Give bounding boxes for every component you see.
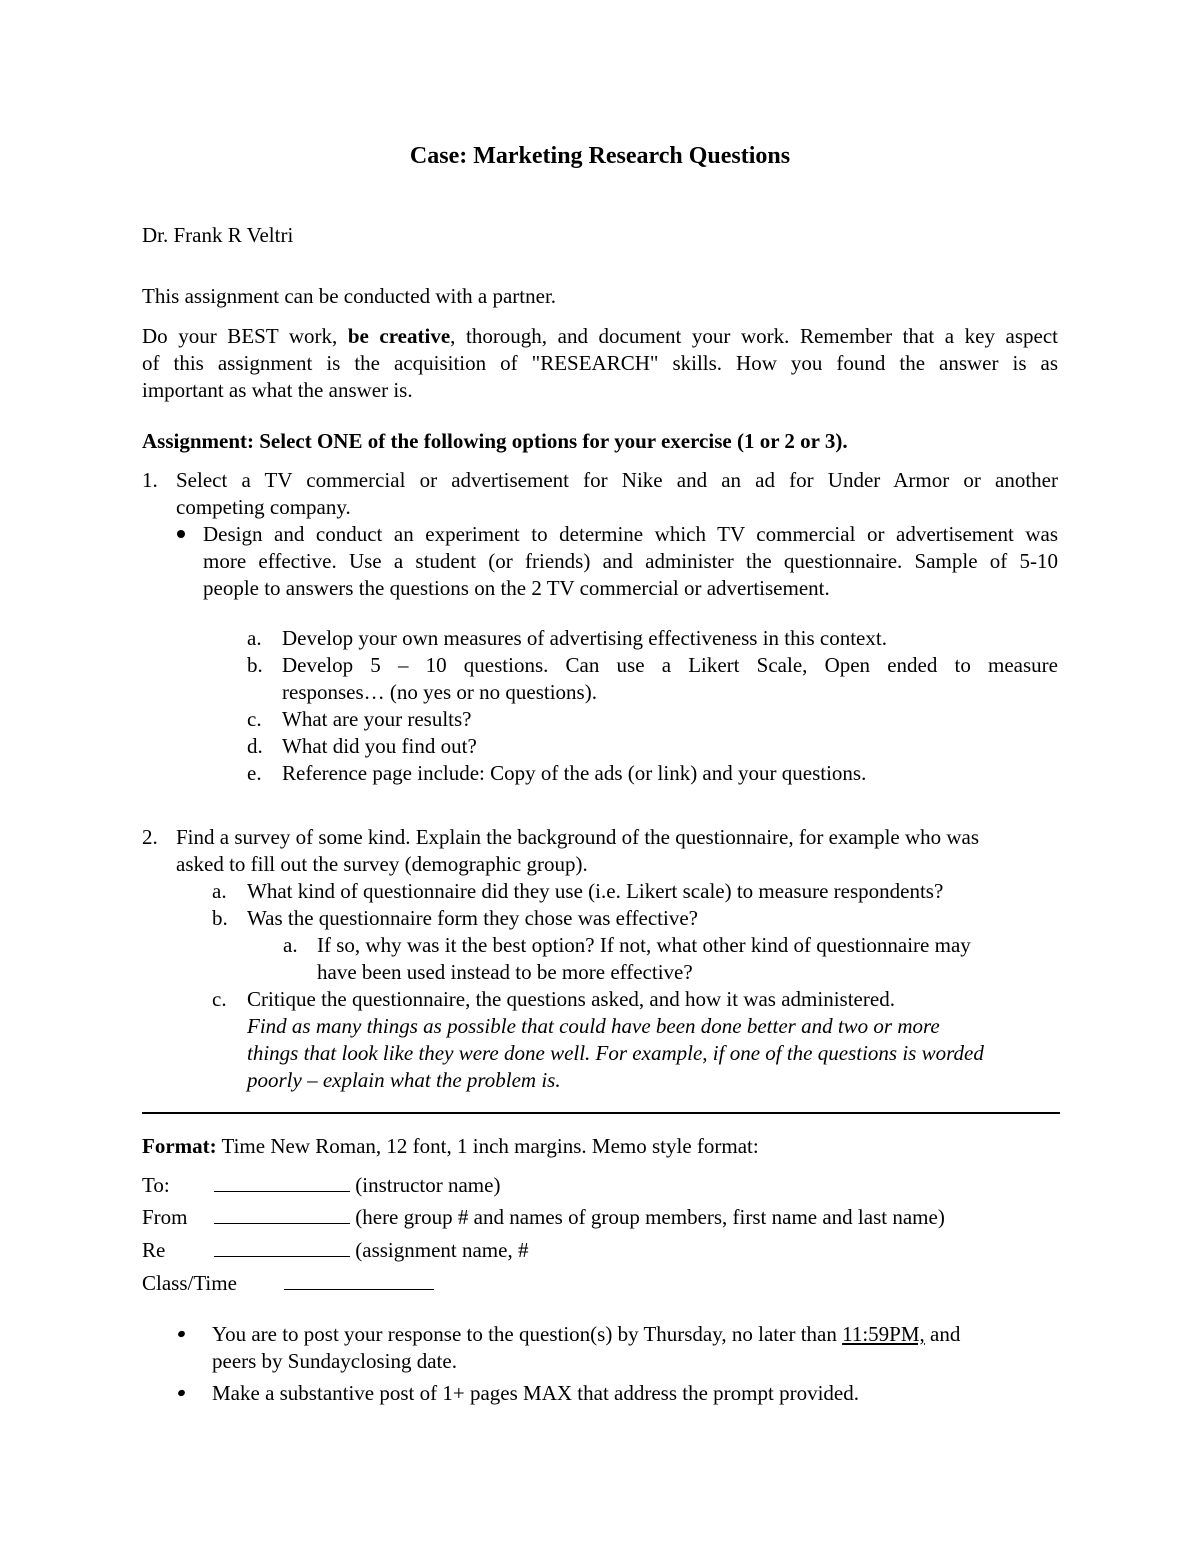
option-2-number: 2. xyxy=(142,825,158,849)
blank-line xyxy=(214,1238,350,1257)
option-1-bullet-line-2: more effective. Use a student (or friends) and administer the questionnaire. Sample of 5-10 xyxy=(203,549,1058,573)
item-label: b. xyxy=(212,906,228,930)
item-label: d. xyxy=(247,734,263,758)
memo-desc: (here group # and names of group members, first name and last name) xyxy=(350,1205,945,1229)
memo-field-label: Class/Time xyxy=(142,1271,237,1295)
item-label: c. xyxy=(247,707,262,731)
memo-field xyxy=(284,1270,434,1297)
intro-line-2: of this assignment is the acquisition of "RESEARCH" skills. How you found the answer is as xyxy=(142,351,1058,375)
item-text: Develop your own measures of advertising effectiveness in this context. xyxy=(282,626,887,650)
item-text: Critique the questionnaire, the questions asked, and how it was administered. xyxy=(247,987,895,1011)
memo-desc: (assignment name, # xyxy=(350,1238,529,1262)
partner-note: This assignment can be conducted with a partner. xyxy=(142,284,557,308)
item-text: What are your results? xyxy=(282,707,472,731)
option-1-bullet-line-3: people to answers the questions on the 2 TV commercial or advertisement. xyxy=(203,576,830,600)
deadline-time: 11:59PM, xyxy=(842,1322,925,1346)
blank-line xyxy=(284,1271,434,1290)
format-label: Format: xyxy=(142,1134,217,1158)
page-title: Case: Marketing Research Questions xyxy=(409,143,791,169)
item-label: a. xyxy=(212,879,227,903)
item-label: b. xyxy=(247,653,263,677)
memo-field-label: To: xyxy=(142,1173,170,1197)
item-text: Reference page include: Copy of the ads (or link) and your questions. xyxy=(282,761,867,785)
intro-text: Do your BEST work, xyxy=(142,324,348,348)
memo-desc: (instructor name) xyxy=(350,1173,501,1197)
author: Dr. Frank R Veltri xyxy=(142,223,294,247)
memo-field-label: From xyxy=(142,1205,188,1229)
italic-note: poorly – explain what the problem is. xyxy=(247,1068,561,1092)
item-text: What kind of questionnaire did they use (i.e. Likert scale) to measure respondents? xyxy=(247,879,944,903)
item-label: c. xyxy=(212,987,227,1011)
item-text: responses… (no yes or no questions). xyxy=(282,680,597,704)
sub-item-label: a. xyxy=(283,933,298,957)
intro-line-3: important as what the answer is. xyxy=(142,378,413,402)
italic-note: Find as many things as possible that could have been done better and two or more xyxy=(247,1014,940,1038)
option-2-line-2: asked to fill out the survey (demographic group). xyxy=(176,852,588,876)
option-2-line-1: Find a survey of some kind. Explain the background of the questionnaire, for example who was xyxy=(176,825,980,849)
horizontal-divider xyxy=(142,1112,1060,1114)
item-label: e. xyxy=(247,761,262,785)
blank-line xyxy=(214,1205,350,1224)
intro-bold: be creative xyxy=(347,324,451,348)
bullet-icon xyxy=(177,530,185,538)
sub-item-text: If so, why was it the best option? If not, what other kind of questionnaire may xyxy=(317,933,971,957)
italic-note: things that look like they were done well. For example, if one of the questions is worded xyxy=(247,1041,984,1065)
memo-field xyxy=(214,1237,528,1264)
item-label: a. xyxy=(247,626,262,650)
memo-field-label: Re xyxy=(142,1238,166,1262)
format-line xyxy=(142,1133,759,1160)
item-text: Was the questionnaire form they chose was effective? xyxy=(247,906,698,930)
bullet-icon xyxy=(177,1389,186,1397)
format-text: Time New Roman, 12 font, 1 inch margins. Memo style format: xyxy=(216,1134,759,1158)
item-text: Develop 5 – 10 questions. Can use a Likert Scale, Open ended to measure xyxy=(282,653,1058,677)
bullet-text: You are to post your response to the question(s) by Thursday, no later than xyxy=(212,1322,843,1346)
bullet-text: and xyxy=(924,1322,961,1346)
assignment-heading: Assignment: Select ONE of the following options for your exercise (1 or 2 or 3). xyxy=(142,429,848,453)
sub-item-text: have been used instead to be more effective? xyxy=(317,960,693,984)
memo-field xyxy=(214,1204,945,1231)
intro-line-1 xyxy=(142,323,1058,350)
intro-text: , thorough, and document your work. Remember that a key aspect xyxy=(450,324,1059,348)
option-1-line-2: competing company. xyxy=(176,495,351,519)
bullet-line-1 xyxy=(212,1321,960,1348)
item-text: What did you find out? xyxy=(282,734,477,758)
blank-line xyxy=(214,1173,350,1192)
bullet-line-2: peers by Sundayclosing date. xyxy=(212,1349,457,1373)
option-1-number: 1. xyxy=(142,468,158,492)
memo-field xyxy=(214,1172,500,1199)
bullet-line-3: Make a substantive post of 1+ pages MAX that address the prompt provided. xyxy=(212,1381,859,1405)
option-1-bullet-line-1: Design and conduct an experiment to determine which TV commercial or advertisement was xyxy=(203,522,1058,546)
bullet-icon xyxy=(177,1330,186,1338)
option-1-line-1: Select a TV commercial or advertisement for Nike and an ad for Under Armor or another xyxy=(176,468,1058,492)
